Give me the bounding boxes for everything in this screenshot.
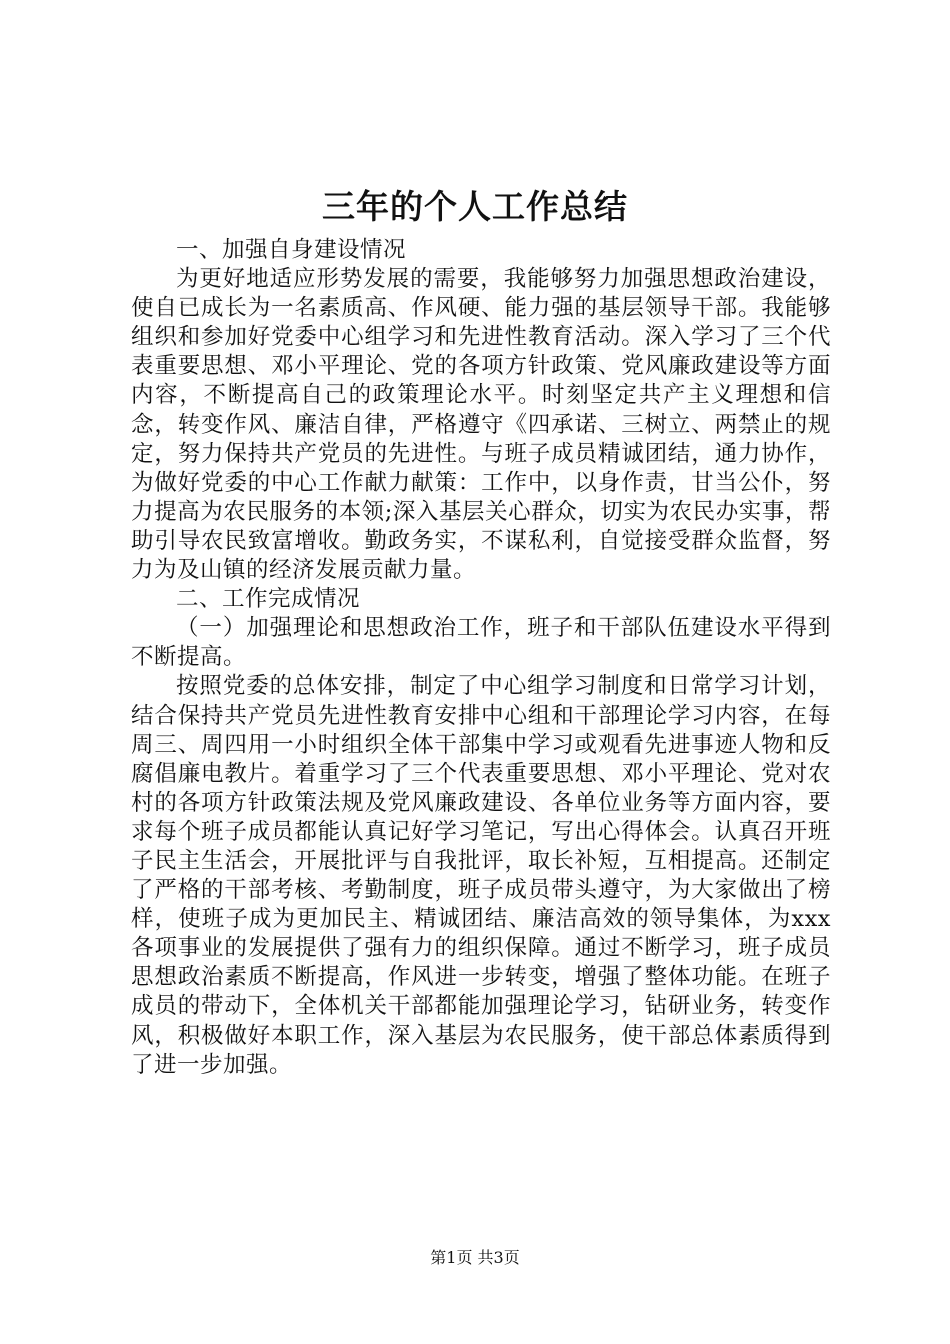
subsection-heading-1: （一）加强理论和思想政治工作，班子和干部队伍建设水平得到不断提高。	[131, 615, 831, 671]
section-heading-1: 一、加强自身建设情况	[176, 237, 407, 263]
paragraph-study-arrangement: 按照党委的总体安排，制定了中心组学习制度和日常学习计划，结合保持共产党员先进性教育安排中心组和干部理论学习内容，在每周三、周四用一小时组织全体干部集中学习或观看先进事迹人物和反腐倡廉电教片。着重学习了三个代表重要思想、邓小平理论、党对农村的各项方针政策法规及党风廉政建设、各单位业务等方面内容，要求每个班子成员都能认真记好学习笔记，写出心得体会。认真召开班子民主生活会，开展批评与自我批评，取长补短，互相提高。还制定了严格的干部考核、考勤制度，班子成员带头遵守，为大家做出了榜样，使班子成为更加民主、精诚团结、廉洁高效的领导集体，为xxx各项事业的发展提供了强有力的组织保障。通过不断学习，班子成员思想政治素质不断提高，作风进一步转变，增强了整体功能。在班子成员的带动下，全体机关干部都能加强理论学习，钻研业务，转变作风，积极做好本职工作，深入基层为农民服务，使干部总体素质得到了进一步加强。	[131, 673, 831, 1078]
document-title: 三年的个人工作总结	[322, 187, 628, 226]
page-number-footer: 第1页 共3页	[430, 1248, 520, 1267]
section-heading-2: 二、工作完成情况	[176, 586, 361, 613]
paragraph-self-building: 为更好地适应形势发展的需要，我能够努力加强思想政治建设，使自已成长为一名素质高、作风硬、能力强的基层领导干部。我能够组织和参加好党委中心组学习和先进性教育活动。深入学习了三个代表重要思想、邓小平理论、党的各项方针政策、党风廉政建设等方面内容，不断提高自己的政策理论水平。时刻坚定共产主义理想和信念，转变作风、廉洁自律，严格遵守《四承诺、三树立、两禁止的规定，努力保持共产党员的先进性。与班子成员精诚团结，通力协作，为做好党委的中心工作献力献策：工作中，以身作责，甘当公仆，努力提高为农民服务的本领;深入基层关心群众，切实为农民办实事，帮助引导农民致富增收。勤政务实，不谋私利，自觉接受群众监督，努力为及山镇的经济发展贡献力量。	[131, 266, 831, 584]
document-body	[131, 236, 831, 1080]
